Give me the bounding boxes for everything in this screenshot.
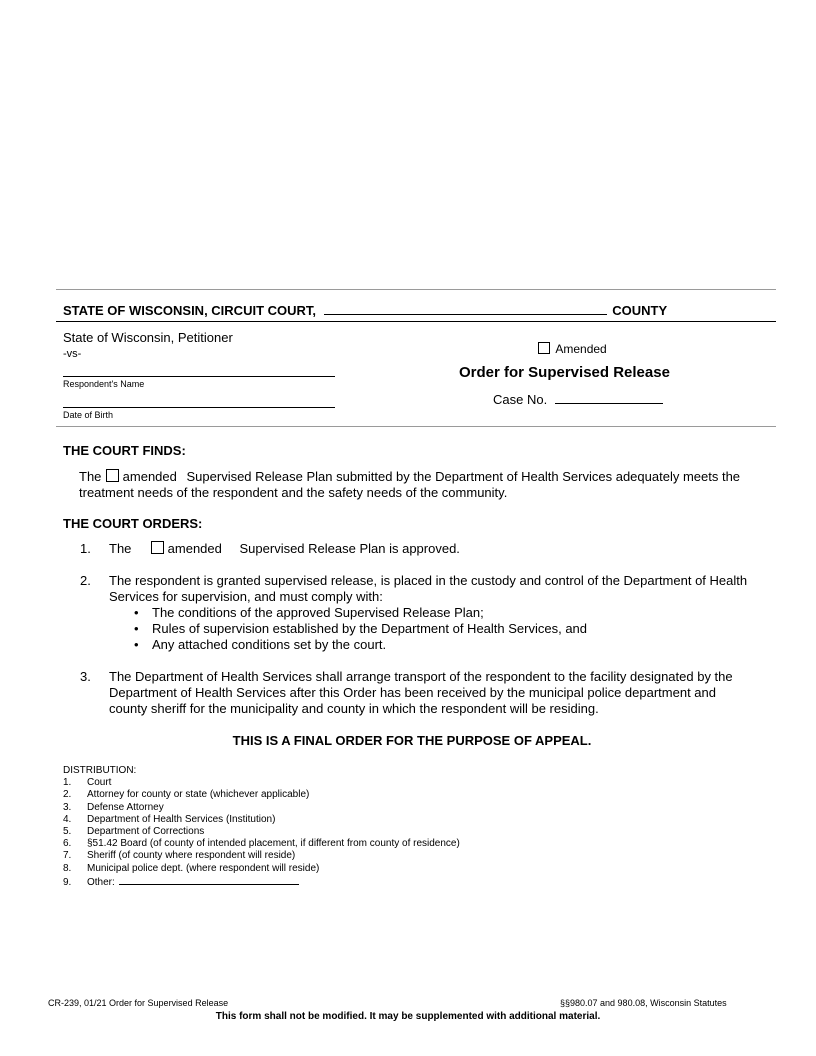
order-2-text — [109, 573, 789, 653]
distribution-text: Attorney for county or state (whichever applicable) — [87, 789, 310, 801]
order-2-conditions-list — [152, 605, 789, 653]
order-3-line2: Department of Health Services after this Order has been received by the municipal police department and — [109, 685, 716, 700]
distribution-heading: DISTRIBUTION: — [63, 765, 137, 776]
court-header — [63, 302, 723, 318]
distribution-item — [63, 814, 460, 826]
findings-heading: THE COURT FINDS: — [63, 443, 186, 458]
dob-label: Date of Birth — [63, 410, 114, 420]
distribution-text: Defense Attorney — [87, 801, 164, 813]
order-2-line2: Services for supervision, and must comply with: — [109, 589, 383, 604]
distribution-item — [63, 777, 460, 789]
court-prefix: STATE OF WISCONSIN, CIRCUIT COURT, — [63, 303, 317, 318]
order-3-text — [109, 669, 789, 717]
distribution-num: 7. — [63, 850, 72, 862]
distribution-list — [63, 765, 460, 889]
condition-item: • Any attached conditions set by the court. — [152, 637, 789, 653]
form-title: Order for Supervised Release — [459, 364, 670, 381]
footer-notice: This form shall not be modified. It may be supplemented with additional material. — [215, 1011, 601, 1022]
order-1-text — [109, 541, 460, 557]
order-1-number: 1. — [80, 541, 91, 556]
order-3-number: 3. — [80, 669, 91, 684]
distribution-item — [63, 802, 460, 814]
amended-checkbox[interactable] — [538, 342, 550, 354]
distribution-text: §51.42 Board (of county of intended placement, if different from county of residence) — [87, 838, 460, 850]
amended-option — [538, 342, 607, 356]
other-distribution-field[interactable] — [119, 875, 299, 885]
order-1-rest: Supervised Release Plan is approved. — [239, 541, 460, 556]
caption-header-rule — [56, 321, 776, 322]
distribution-text: Court — [87, 777, 112, 789]
distribution-num: 4. — [63, 813, 72, 825]
statutes: §§980.07 and 980.08, Wisconsin Statutes — [560, 998, 727, 1008]
order-2-number: 2. — [80, 573, 91, 588]
distribution-item — [63, 826, 460, 838]
caption-top-rule — [56, 289, 776, 290]
distribution-text: Sheriff (of county where respondent will reside) — [87, 850, 296, 862]
findings-line2: treatment needs of the respondent and the safety needs of the community. — [79, 485, 508, 500]
vs-label: -vs- — [63, 348, 82, 360]
condition-item: • The conditions of the approved Supervised Release Plan; — [152, 605, 789, 621]
distribution-item — [63, 838, 460, 850]
final-order-text: THIS IS A FINAL ORDER FOR THE PURPOSE OF APPEAL. — [232, 733, 592, 748]
distribution-num: 8. — [63, 862, 72, 874]
form-id: CR-239, 01/21 Order for Supervised Release — [48, 998, 229, 1008]
respondent-name-label: Respondent's Name — [63, 379, 145, 389]
findings-line1: Supervised Release Plan submitted by the Department of Health Services adequately meets the — [186, 469, 741, 484]
distribution-text: Other: — [87, 876, 115, 888]
distribution-item — [63, 789, 460, 801]
petitioner: State of Wisconsin, Petitioner — [63, 330, 233, 345]
distribution-item — [63, 850, 460, 862]
distribution-text: Municipal police dept. (where respondent will reside) — [87, 862, 320, 874]
distribution-text: Department of Health Services (Institution) — [87, 813, 276, 825]
orders-heading: THE COURT ORDERS: — [63, 516, 203, 531]
amended-label: Amended — [555, 342, 607, 356]
footer-notice-row — [0, 1011, 816, 1022]
caption-bottom-rule — [56, 426, 776, 427]
case-number — [493, 392, 663, 407]
distribution-item — [63, 863, 460, 875]
county-label: COUNTY — [612, 303, 668, 318]
condition-item: • Rules of supervision established by the Department of Health Services, and — [152, 621, 789, 637]
distribution-num: 9. — [63, 876, 72, 888]
order-1-amended: amended — [167, 541, 222, 556]
distribution-num: 3. — [63, 801, 72, 813]
order-1-amended-checkbox[interactable] — [151, 541, 164, 554]
distribution-text: Department of Corrections — [87, 826, 205, 838]
order-3-line3: county sheriff for the municipality and county in which the respondent will be residing. — [109, 701, 599, 716]
distribution-item — [63, 875, 460, 889]
order-2-line1: The respondent is granted supervised release, is placed in the custody and control of the Department of Health — [109, 573, 748, 588]
findings-amended: amended — [122, 469, 177, 484]
distribution-num: 6. — [63, 838, 72, 850]
final-order-statement — [0, 733, 816, 748]
case-no-field[interactable] — [555, 393, 663, 404]
findings-amended-checkbox[interactable] — [106, 469, 119, 482]
order-1-the: The — [109, 541, 132, 556]
distribution-num: 2. — [63, 789, 72, 801]
findings-the: The — [79, 469, 102, 484]
distribution-num: 1. — [63, 777, 72, 789]
respondent-name-line[interactable] — [63, 376, 335, 377]
case-no-label: Case No. — [493, 392, 548, 407]
findings-text — [79, 469, 779, 501]
distribution-num: 5. — [63, 826, 72, 838]
order-3-line1: The Department of Health Services shall arrange transport of the respondent to the facility designated by the — [109, 669, 733, 684]
dob-line[interactable] — [63, 407, 335, 408]
county-blank[interactable] — [324, 302, 607, 315]
